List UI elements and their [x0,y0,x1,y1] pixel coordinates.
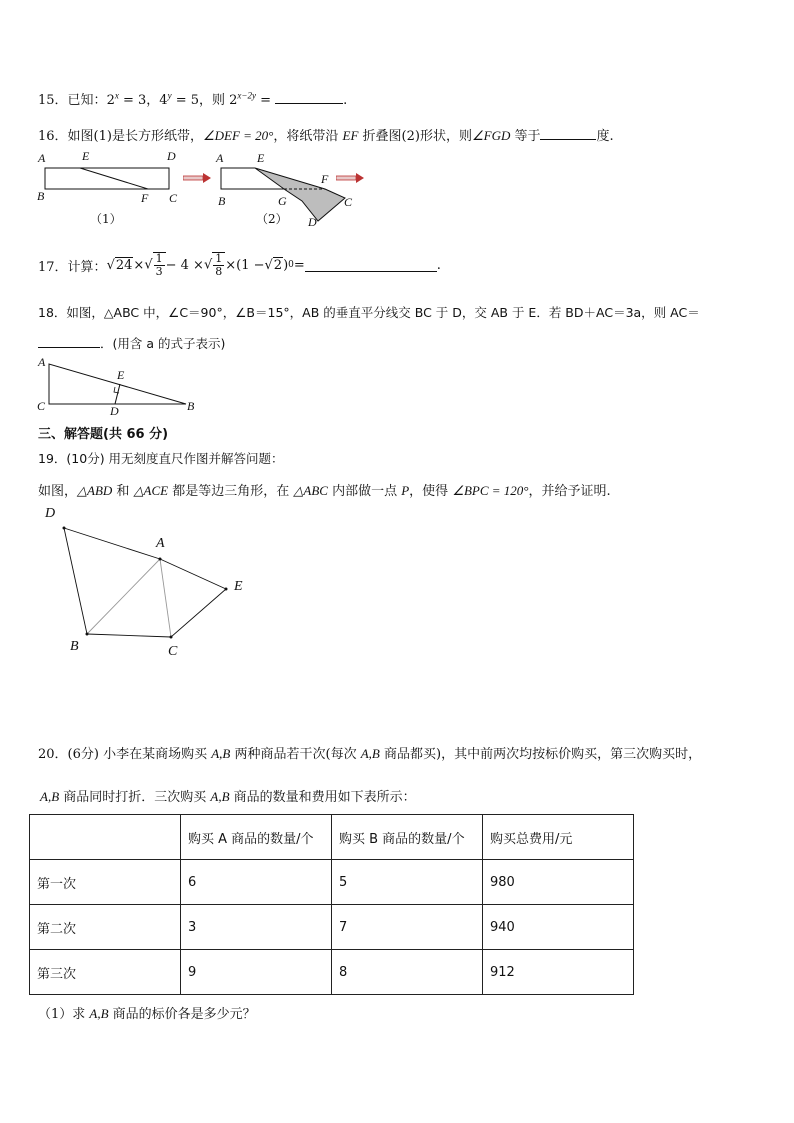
q16-fig2-label-D: D [308,215,317,229]
q17-sqrt2-value: 2 [273,257,283,273]
q16-fig1-strip [45,168,169,189]
q17-answer-blank[interactable] [305,259,437,272]
q16-text3: 折叠图(2)形状，则 [358,129,472,144]
q20-ab2: A,B [360,746,380,761]
q20-table [29,814,634,995]
q20-line2 [40,786,416,805]
q20-line2a: 商品同时打折．三次购买 [59,790,211,805]
q16-fig2-label-B: B [218,194,226,208]
q16-arrow-1 [183,173,213,185]
q17-end: . [436,257,441,273]
q19-bpc: ∠BPC = 120° [452,483,529,498]
q16-text2: ，将纸带沿 [273,129,343,144]
q18-text2: ．(用含 a 的式子表示) [100,336,226,351]
q19-seg-CE [171,589,226,637]
q20-th-0 [30,815,181,860]
q19-label-A: A [156,536,165,551]
q20-sub1 [38,1003,256,1022]
q19-seg-AE [160,559,226,589]
q19-t2: 和 [112,484,134,499]
q18-label-C: C [37,399,46,413]
q19-label-C: C [168,644,178,659]
q20-ab5: A,B [89,1006,109,1021]
q20-ab4: A,B [210,789,230,804]
q16-fig2-caption: （2） [256,212,288,226]
q16-fig2-label-E: E [257,151,265,165]
q20-line1 [38,743,701,762]
q20-header2: 两种商品若干次(每次 [230,747,361,762]
q19-t1: 如图， [38,484,78,499]
q18-figure [34,354,204,420]
table-row [30,950,634,995]
q15-pre3: 则 [212,93,230,108]
q18-fig-svg [34,354,204,420]
q18-number: 18． [38,305,67,320]
q16-figure-1 [36,148,186,230]
q16-fig1-caption: （1） [90,212,122,226]
q19-point-E [225,588,228,591]
q17-minus4: − 4 × [165,257,204,273]
q20-header3: 商品都买)，其中前两次均按标价购买，第三次购买时， [379,747,702,762]
q19-body [38,480,611,499]
table-row [30,905,634,950]
q18-perp-bisector [115,384,120,404]
q20-cell-r1-c1: 3 [181,905,332,950]
q15-prefix: 已知： [67,93,107,108]
q19-label-B: B [70,639,79,654]
q17-times: × [133,257,145,273]
q19-label-D: D [45,506,56,521]
q19-figure [40,505,260,665]
q20-cell-r0-c1: 6 [181,860,332,905]
q18-label-B: B [187,399,195,413]
q15-number: 15． [38,93,68,108]
q15-end: . [343,93,348,108]
q19-seg-DA [64,528,160,559]
q19-abd: △ABD [77,483,113,498]
q20-cell-r1-c2: 7 [332,905,483,950]
q20-cell-r2-c2: 8 [332,950,483,995]
q19-point-B [86,633,89,636]
q15-rhs3: = [255,93,276,108]
q16-figure-2 [214,148,364,230]
q20-table-header-row [30,815,634,860]
q16-fig1-label-E: E [82,149,90,163]
q18-label-A: A [38,355,46,369]
q15 [38,89,347,108]
q19-point-A [159,558,162,561]
q15-base3: 2 [229,93,238,108]
q20-cell-r1-c0: 第二次 [30,905,181,950]
q18-answer-blank[interactable] [38,335,100,348]
q20-ab3: A,B [40,789,60,804]
q17-frac1 [153,252,166,278]
q20-ab1: A,B [211,746,231,761]
q19-t6: ，并给予证明. [528,484,611,499]
q16-fig2-label-A: A [216,151,224,165]
q19-header: 19．(10分) 用无刻度直尺作图并解答问题： [38,451,284,466]
q16-text1: 如图(1)是长方形纸带， [67,129,203,144]
q17-sqrt2: √2 [264,257,283,273]
q20-cell-r0-c2: 5 [332,860,483,905]
q15-rhs1: = 3， [118,93,160,108]
q19-seg-BC [87,634,171,637]
q16-ef: EF [342,128,359,143]
q16-angle: ∠DEF = 20° [202,128,274,143]
q20-cell-r2-c0: 第三次 [30,950,181,995]
q16-fig2-label-F: F [321,172,329,186]
q16-fig2-svg [214,148,364,230]
q20-cell-r2-c3: 912 [483,950,634,995]
q18-line1 [38,303,700,321]
q17-frac2 [212,252,225,278]
q18-line-AD [49,364,115,404]
q17-paren-end: ) [283,257,289,273]
q17-exp0: 0 [288,260,294,270]
q18-label-E: E [117,368,125,382]
q16-answer-blank[interactable] [540,127,596,140]
q16-fig1-label-D: D [167,149,176,163]
q17-frac1-num: 1 [155,252,163,265]
q18-line2 [38,334,225,352]
q16-fig1-label-C: C [169,191,178,205]
q16-text4: 等于 [510,129,541,144]
q17-sqrt-frac2: √ $\frac{1}{8}$ [204,252,225,278]
q16-fig2-label-G: G [278,194,287,208]
q16-fig2-label-C: C [344,195,353,209]
q17-number: 17． [38,259,68,275]
q20-cell-r2-c1: 9 [181,950,332,995]
q20-cell-r0-c3: 980 [483,860,634,905]
q19-point-D [63,527,66,530]
q20-th-2: 购买 B 商品的数量/个 [332,815,483,860]
q15-exp1: x [114,90,119,101]
q19-t3: 都是等边三角形，在 [168,484,294,499]
q19-abc: △ABC [293,483,328,498]
q20-cell-r0-c0: 第一次 [30,860,181,905]
table-row [30,860,634,905]
q19-point-C [170,636,173,639]
q19-t4: 内部做一点 [327,484,402,499]
q19-seg-AB [87,559,160,634]
q16-number: 16． [38,129,68,144]
q17-frac2-num: 1 [215,252,223,265]
q15-base1: 2 [106,93,115,108]
q18-label-D: D [110,404,119,418]
q17 [38,248,441,282]
q16-fgd: ∠FGD [471,128,511,143]
q15-rhs2: = 5， [171,93,212,108]
q20-sub1a: （1）求 [38,1007,90,1022]
q20-cell-r1-c3: 940 [483,905,634,950]
q16-fig1-label-B: B [37,189,45,203]
q19-ace: △ACE [133,483,169,498]
q15-exp2: y [167,90,172,101]
q20-sub1b: 商品的标价各是多少元？ [108,1007,256,1022]
q19-seg-DB [64,528,87,634]
q20-line2b: 商品的数量和费用如下表所示： [229,790,416,805]
section3-title: 三、解答题(共 66 分) [38,427,169,442]
q20-header1: 20．(6分) 小李在某商场购买 [38,747,212,762]
q20-th-1: 购买 A 商品的数量/个 [181,815,332,860]
q17-paren: ×(1 − [225,257,265,273]
q19-label-E: E [234,579,243,594]
q17-frac1-den: 3 [155,265,163,278]
q15-exp3: x−2y [237,90,256,101]
q17-eq: = [293,257,305,273]
q17-frac2-den: 8 [215,265,223,278]
q17-sqrt-frac1: √ $\frac{1}{3}$ [144,252,165,278]
q17-sqrt24: √24 [106,257,133,273]
q16 [38,125,614,144]
q17-prefix: 计算： [67,259,107,275]
q15-answer-blank[interactable] [275,91,343,104]
q19-seg-AC [160,559,171,637]
q16-unit: 度. [596,129,614,144]
q17-sqrt24-value: 24 [115,257,133,273]
q19-p: P [401,483,410,498]
q18-text: 如图，△ABC 中，∠C＝90°，∠B＝15°，AB 的垂直平分线交 BC 于 D，交 AB 于 E．若 BD＋AC＝3a，则 AC＝ [66,305,700,320]
q19-t5: ，使得 [409,484,453,499]
q16-fig1-fold-line [80,168,148,189]
q20-th-3: 购买总费用/元 [483,815,634,860]
q16-fig1-label-F: F [141,191,149,205]
q16-fig1-label-A: A [38,151,46,165]
q15-base2: 4 [159,93,168,108]
